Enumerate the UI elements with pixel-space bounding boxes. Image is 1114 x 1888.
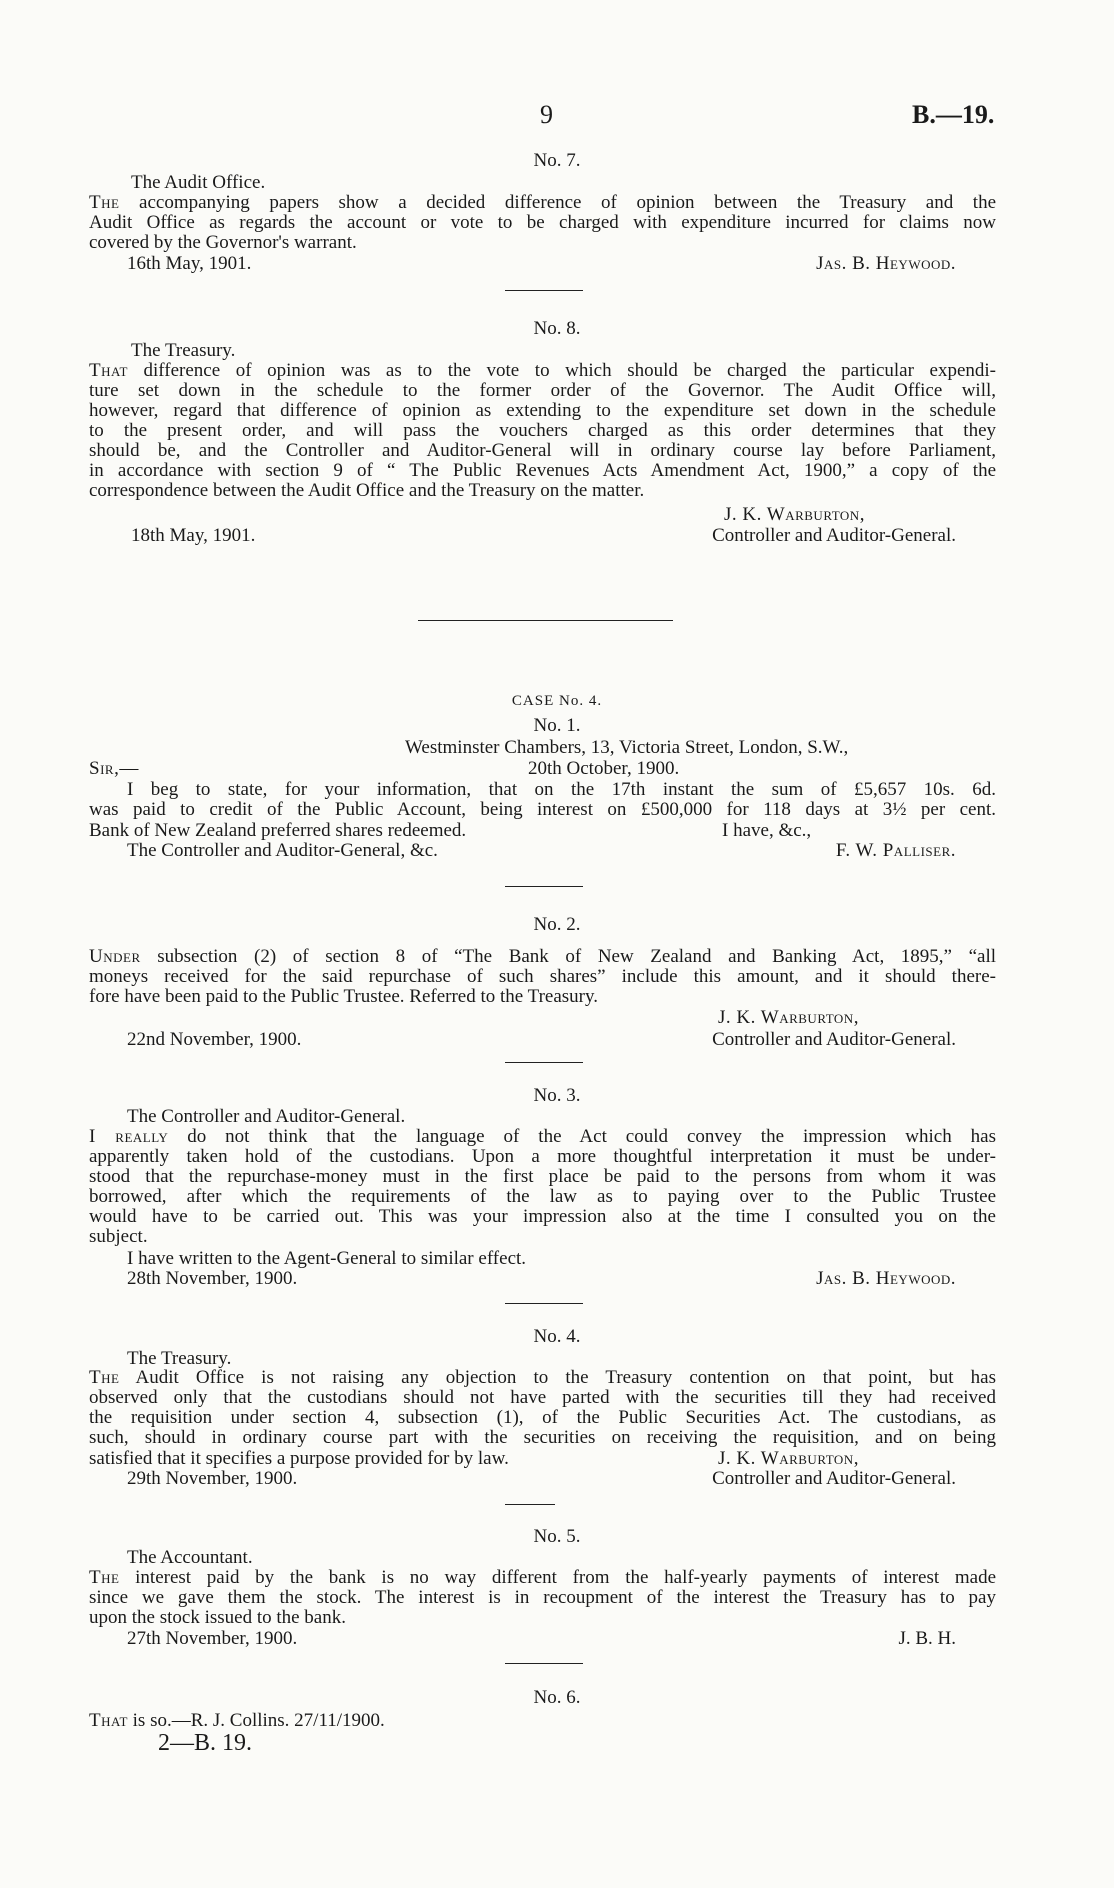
separator [505,1062,583,1063]
case4-no6-title: No. 6. [533,1687,581,1708]
no8-signature-title: Controller and Auditor-General. [712,525,956,546]
case4-no5-title: No. 5. [533,1526,581,1547]
no1-line-2: was paid to credit of the Public Account, being interest on £500,000 for 118 days at 3½ per cent. [89,799,996,820]
document-reference: B.—19. [912,100,995,129]
no6-text: That is so.—R. J. Collins. 27/11/1900. [89,1710,385,1731]
no1-line-1: I beg to state, for your information, that on the 17th instant the sum of £5,657 10s. 6d. [127,779,996,800]
no7-date: 16th May, 1901. [127,253,252,274]
no4-addressee: The Treasury. [127,1348,232,1369]
no5-date: 27th November, 1900. [127,1628,298,1649]
no7-line-2: Audit Office as regards the account or vote to be charged with expenditure incurred for claims now [89,212,996,233]
no8-line-5: should be, and the Controller and Auditor-General will in ordinary course lay before Parliament, [89,440,996,461]
no5-line-1: The interest paid by the bank is no way different from the half-yearly payments of interest made [89,1567,996,1588]
case4-title: CASE No. 4. [511,693,603,709]
no3-extra: I have written to the Agent-General to similar effect. [127,1248,527,1269]
no7-signature: Jas. B. Heywood. [816,253,956,274]
no4-line-3: the requisition under section 4, subsection (1), of the Public Securities Act. The custodians, as [89,1407,996,1428]
no4-signature-title: Controller and Auditor-General. [712,1468,956,1489]
separator [505,886,583,887]
no5-signature: J. B. H. [898,1628,956,1649]
no2-line-2: moneys received for the said repurchase of such shares” include this amount, and it should there- [89,966,996,987]
no8-line-7: correspondence between the Audit Office and the Treasury on the matter. [89,480,645,501]
no1-closing: I have, &c., [722,820,812,841]
no4-date: 29th November, 1900. [127,1468,298,1489]
no5-line-2: since we gave them the stock. The interest is in recoupment of the interest the Treasury has to pay [89,1587,996,1608]
no1-address: Westminster Chambers, 13, Victoria Street, London, S.W., [405,737,849,758]
no2-line-1: Under subsection (2) of section 8 of “The Bank of New Zealand and Banking Act, 1895,” “all [89,946,997,967]
separator [505,1504,555,1505]
no7-addressee: The Audit Office. [131,172,266,193]
no8-line-6: in accordance with section 9 of “ The Public Revenues Acts Amendment Act, 1900,” a copy of the [89,460,996,481]
no1-salutation: Sir,— [89,758,139,779]
no8-date: 18th May, 1901. [131,525,256,546]
no4-line-2: observed only that the custodians should not have parted with the securities till they had received [89,1387,996,1408]
no4-signature: J. K. Warburton, [718,1448,859,1469]
case4-no3-title: No. 3. [533,1085,581,1106]
no8-line-3: however, regard that difference of opinion as extending to the expenditure set down in the schedule [89,400,996,421]
page-number: 9 [540,100,553,129]
no5-line-3: upon the stock issued to the bank. [89,1607,346,1628]
no2-date: 22nd November, 1900. [127,1029,302,1050]
no2-signature-title: Controller and Auditor-General. [712,1029,956,1050]
no8-line-2: ture set down in the schedule to the former order of the Governor. The Audit Office will, [89,380,996,401]
case4-no1-title: No. 1. [533,715,581,736]
no1-signature: F. W. Palliser. [835,840,956,861]
no8-addressee: The Treasury. [131,340,236,361]
no7-line-3: covered by the Governor's warrant. [89,232,357,253]
case-separator [418,620,673,621]
no7-line-1: The accompanying papers show a decided difference of opinion between the Treasury and the [89,192,996,213]
no7-title: No. 7. [533,150,581,171]
no3-line-5: would have to be carried out. This was your impression also at the time I consulted you on the [89,1206,996,1227]
no8-line-1: That difference of opinion was as to the vote to which should be charged the particular expendi- [89,360,997,381]
no2-signature: J. K. Warburton, [718,1007,859,1028]
no3-line-1: I really do not think that the language of the Act could convey the impression which has [89,1126,996,1147]
no3-date: 28th November, 1900. [127,1268,298,1289]
signature-mark: 2—B. 19. [158,1730,253,1756]
no2-line-3: fore have been paid to the Public Trustee. Referred to the Treasury. [89,986,599,1007]
no3-line-2: apparently taken hold of the custodians. Upon a more thoughtful interpretation it must be under- [89,1146,996,1167]
no4-line-1: The Audit Office is not raising any objection to the Treasury contention on that point, but has [89,1367,996,1388]
no1-line-3: Bank of New Zealand preferred shares redeemed. [89,820,467,841]
no3-signature: Jas. B. Heywood. [816,1268,956,1289]
no8-signature: J. K. Warburton, [724,504,865,525]
no1-address-date: 20th October, 1900. [528,758,680,779]
no3-addressee: The Controller and Auditor-General. [127,1106,406,1127]
no8-line-4: to the present order, and will pass the vouchers charged as this order determines that they [89,420,996,441]
no3-line-4: borrowed, after which the requirements of the law as to paying over to the Public Trustee [89,1186,996,1207]
no3-line-6: subject. [89,1226,148,1247]
separator [505,1303,583,1304]
no4-line-5: satisfied that it specifies a purpose provided for by law. [89,1448,509,1469]
no4-line-4: such, should in ordinary course part with the securities on receiving the requisition, and on being [89,1427,996,1448]
no5-addressee: The Accountant. [127,1547,253,1568]
no1-addressee: The Controller and Auditor-General, &c. [127,840,438,861]
no8-title: No. 8. [533,318,581,339]
case4-no2-title: No. 2. [533,914,581,935]
case4-no4-title: No. 4. [533,1326,581,1347]
no3-line-3: stood that the repurchase-money must in the first place be paid to the persons from whom it was [89,1166,996,1187]
separator [505,1663,583,1664]
separator [505,290,583,291]
